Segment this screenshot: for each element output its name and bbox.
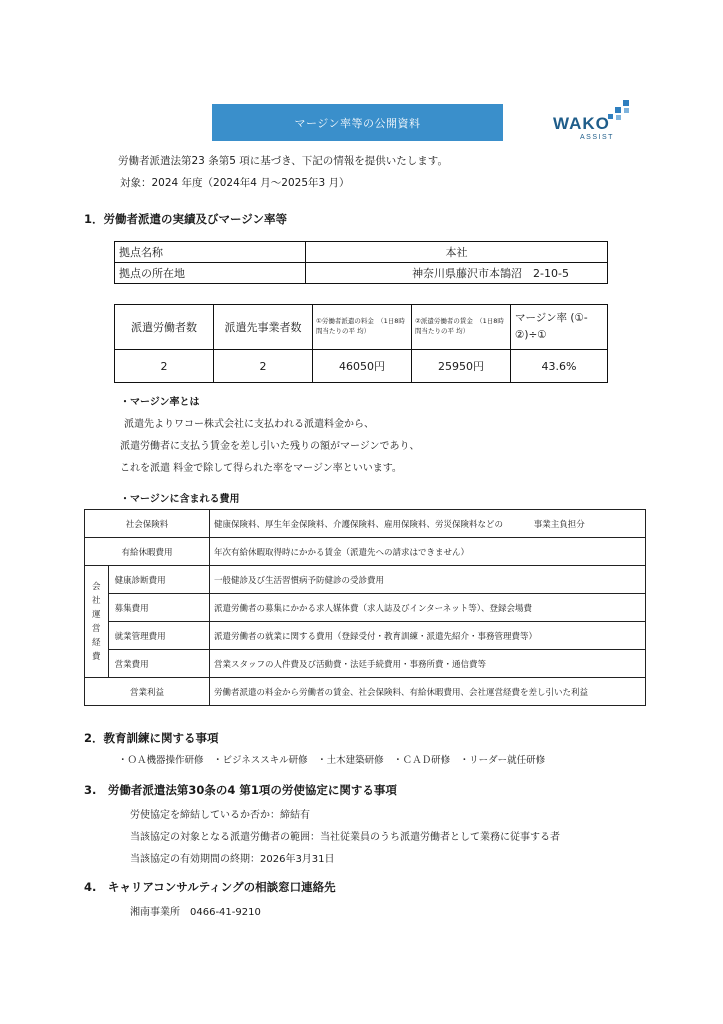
page-title: マージン率等の公開資料 <box>294 116 421 130</box>
intro-line-2: 対象：2024 年度（2024年4 月～2025年3 月） <box>120 177 350 189</box>
section-2-heading: 2．教育訓練に関する事項 <box>84 731 219 745</box>
margin-header: マージン率 (①-②)÷① <box>511 305 608 350</box>
stats-table <box>114 304 608 383</box>
table-row <box>115 242 608 263</box>
company-expenses-text: 会社運営経費 <box>92 581 101 662</box>
section-1-heading: 1．労働者派遣の実績及びマージン率等 <box>84 212 287 226</box>
table-row <box>115 305 608 350</box>
margin-definition-line-1: 派遣先よりワコー株式会社に支払われる派遣料金から、 <box>124 419 374 430</box>
sales-label: 営業費用 <box>108 650 209 678</box>
table-row <box>85 650 646 678</box>
agreement-line-2: 当該協定の対象となる派遣労働者の範囲：当社従業員のうち派遣労働者として業務に従事する者 <box>130 832 560 843</box>
logo-square <box>616 115 621 120</box>
employment-mgmt-desc: 派遣労働者の就業に関する費用（登録受付・教育訓練・派遣先紹介・事務管理費等） <box>210 622 646 650</box>
logo-square <box>623 100 629 106</box>
location-address-label: 拠点の所在地 <box>115 263 306 284</box>
logo-subtext: ASSIST <box>580 134 614 141</box>
table-row <box>85 594 646 622</box>
training-list: ・ＯＡ機器操作研修 ・ビジネススキル研修 ・土木建築研修 ・ＣＡＤ研修 ・リーダー就任研修 <box>118 755 546 766</box>
table-row <box>85 566 646 594</box>
table-row <box>85 538 646 566</box>
social-insurance-desc <box>210 510 646 538</box>
margin-definition-line-3: これを派遣 料金で除して得られた率をマージン率といいます。 <box>120 463 402 474</box>
clients-header: 派遣先事業者数 <box>214 305 313 350</box>
fee-header: ①労働者派遣の料金 （1日8時間当たりの平 均） <box>313 305 412 350</box>
location-name-value: 本社 <box>306 242 608 263</box>
paid-leave-desc: 年次有給休暇取得時にかかる賃金（派遣先への請求はできません） <box>210 538 646 566</box>
agreement-line-3: 当該協定の有効期間の終期：2026年3月31日 <box>130 854 335 865</box>
logo-text: WAKO <box>553 114 610 133</box>
table-row <box>85 510 646 538</box>
social-insurance-label: 社会保険料 <box>85 510 210 538</box>
costs-table <box>84 509 646 706</box>
wage-header: ②派遣労働者の賃金 （1日8時間当たりの平 均） <box>412 305 511 350</box>
margin-value: 43.6% <box>511 350 608 383</box>
fee-value: 46050円 <box>313 350 412 383</box>
social-insurance-text: 健康保険料、厚生年金保険料、介護保険料、雇用保険料、労災保険料などの <box>214 519 504 530</box>
social-insurance-note: 事業主負担分 <box>533 519 585 530</box>
clients-value: 2 <box>214 350 313 383</box>
location-name-label: 拠点名称 <box>115 242 306 263</box>
margin-definition-line-2: 派遣労働者に支払う賃金を差し引いた残りの額がマージンであり、 <box>120 441 420 452</box>
logo-square <box>624 108 629 113</box>
recruitment-label: 募集費用 <box>108 594 209 622</box>
consultation-contact: 湘南事業所 0466-41-9210 <box>130 907 261 918</box>
table-row <box>115 263 608 284</box>
table-row <box>85 622 646 650</box>
paid-leave-label: 有給休暇費用 <box>85 538 210 566</box>
section-4-heading: 4. キャリアコンサルティングの相談窓口連絡先 <box>84 880 336 894</box>
agreement-line-1: 労使協定を締結しているか否か：締結有 <box>130 810 310 821</box>
page-title-banner <box>212 104 503 141</box>
operating-profit-desc: 労働者派遣の料金から労働者の賃金、社会保険料、有給休暇費用、会社運営経費を差し引いた利益 <box>210 678 646 706</box>
logo-square <box>615 107 621 113</box>
employment-mgmt-label: 就業管理費用 <box>108 622 209 650</box>
workers-value: 2 <box>115 350 214 383</box>
operating-profit-label: 営業利益 <box>85 678 210 706</box>
location-table <box>114 241 608 284</box>
table-row <box>115 350 608 383</box>
section-3-heading: 3. 労働者派遣法第30条の4 第1項の労使協定に関する事項 <box>84 783 397 797</box>
wage-value: 25950円 <box>412 350 511 383</box>
costs-heading: ・マージンに含まれる費用 <box>120 494 240 505</box>
recruitment-desc: 派遣労働者の募集にかかる求人媒体費（求人誌及びインターネット等）、登録会場費 <box>210 594 646 622</box>
location-address-value: 神奈川県藤沢市本鵠沼 2-10-5 <box>306 263 608 284</box>
margin-definition-heading: ・マージン率とは <box>120 397 200 408</box>
health-check-desc: 一般健診及び生活習慣病予防健診の受診費用 <box>210 566 646 594</box>
workers-header: 派遣労働者数 <box>115 305 214 350</box>
intro-line-1: 労働者派遣法第23 条第5 項に基づき、下記の情報を提供いたします。 <box>118 155 448 167</box>
company-logo <box>553 100 643 142</box>
sales-desc: 営業スタッフの人件費及び活動費・法廷手続費用・事務所費・通信費等 <box>210 650 646 678</box>
company-expenses-label <box>85 566 109 678</box>
health-check-label: 健康診断費用 <box>108 566 209 594</box>
table-row <box>85 678 646 706</box>
